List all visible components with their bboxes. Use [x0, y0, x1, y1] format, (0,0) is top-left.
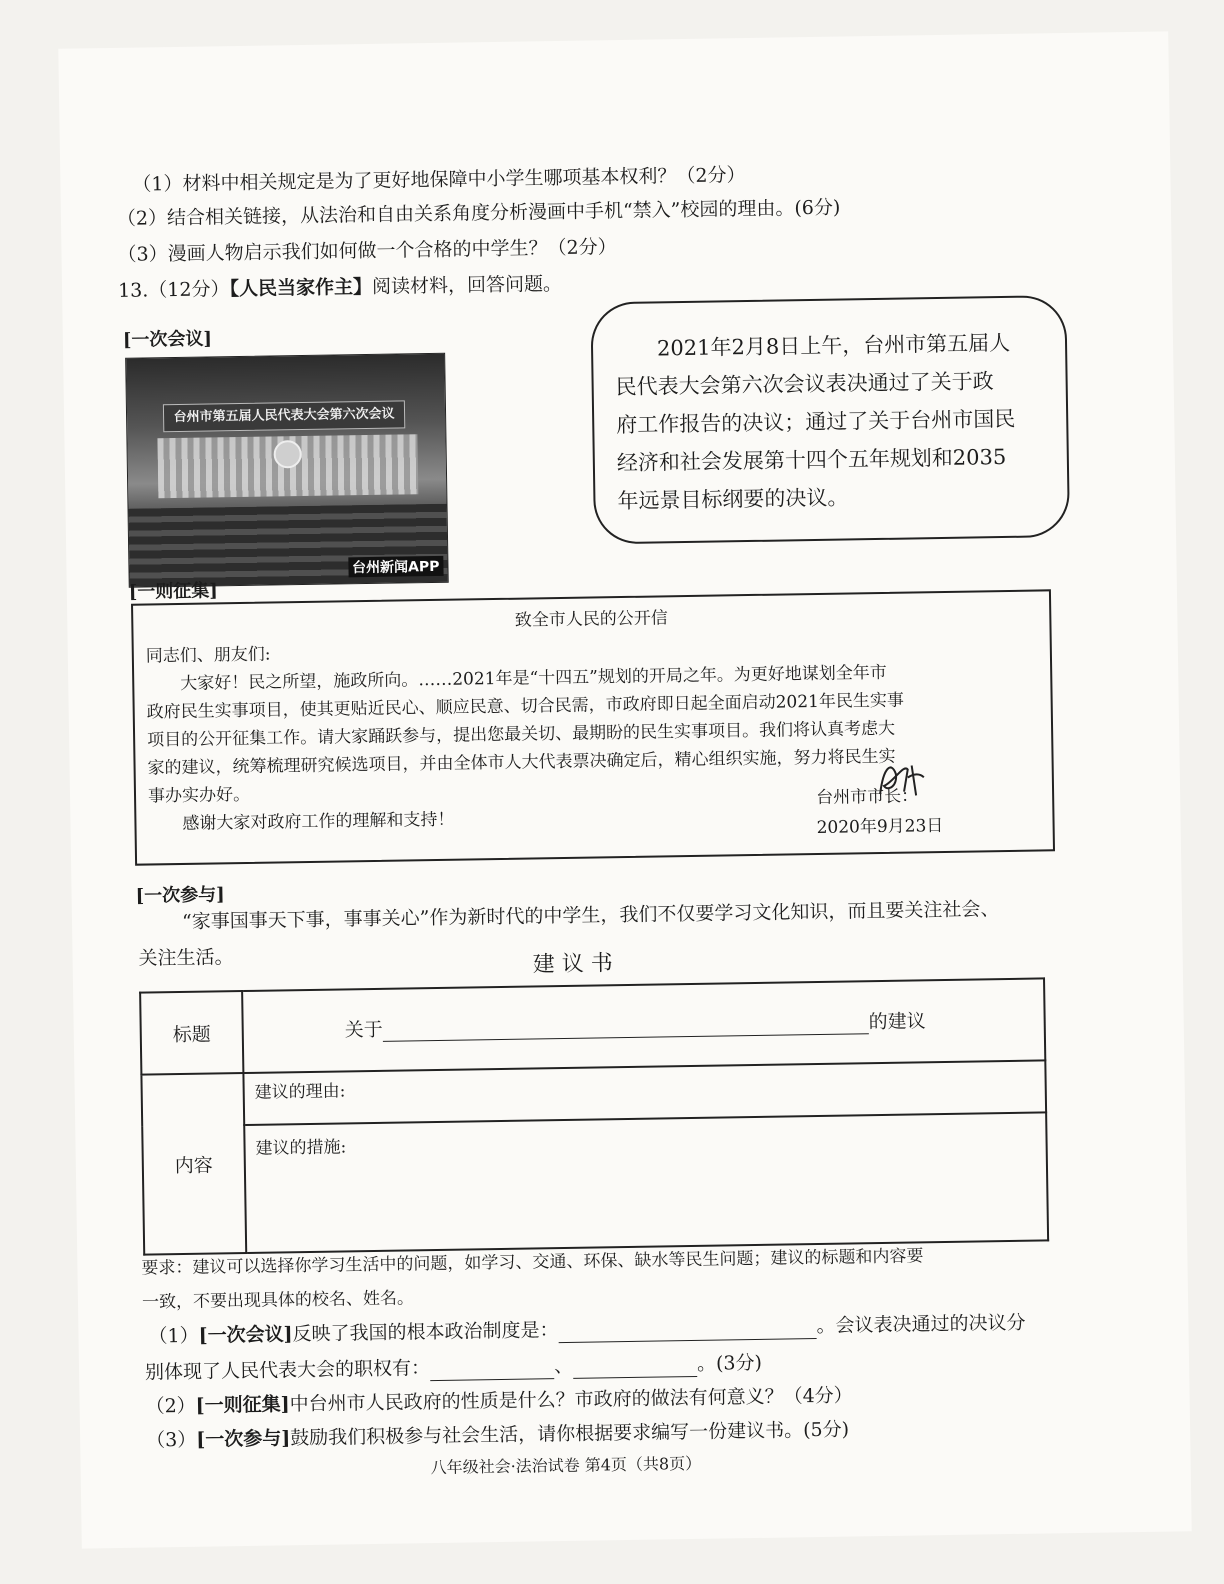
reason-label: 建议的理由:: [254, 1081, 346, 1103]
sq1-blank-power-1[interactable]: [430, 1358, 554, 1381]
exam-page: [58, 31, 1191, 1548]
photo-banner: 台州市第五届人民代表大会第六次会议: [163, 400, 405, 432]
meeting-label: [一次会议]: [122, 328, 213, 351]
letter-thanks: 感谢大家对政府工作的理解和支持！: [182, 809, 455, 834]
sq2-tag: [一则征集]: [195, 1393, 290, 1417]
sq1-tag: [一次会议]: [198, 1323, 293, 1347]
bubble-line: 民代表大会第六次会议表决通过了关于政: [615, 369, 994, 400]
title-cell: [242, 978, 1045, 1073]
title-blank[interactable]: [383, 1013, 869, 1042]
page-footer: 八年级社会·法治试卷 第4页（共8页）: [430, 1453, 702, 1478]
letter-line: 事办实办好。: [147, 784, 251, 807]
solicit-label: [一则征集]: [128, 580, 219, 603]
sq2-text: 中台州市人民政府的性质是什么？市政府的做法有何意义？（4分）: [289, 1384, 853, 1416]
signature-mark: [873, 755, 928, 802]
row-title-label: 标题: [140, 991, 243, 1075]
meeting-speech-bubble: [590, 295, 1070, 544]
bubble-line: 年远景目标纲要的决议。: [617, 485, 849, 514]
participate-label: [一次参与]: [135, 884, 225, 907]
sq3-prefix: （3）: [145, 1428, 197, 1452]
sq1-blank-power-2[interactable]: [573, 1356, 697, 1379]
measure-label: 建议的措施:: [255, 1137, 347, 1159]
letter-salutation: 同志们、朋友们:: [145, 644, 271, 667]
meeting-photo: [125, 353, 449, 588]
sq3-tag: [一次参与]: [196, 1427, 291, 1451]
sq1-blank-system[interactable]: [558, 1318, 816, 1343]
title-suffix: 的建议: [868, 1010, 926, 1034]
sq1-tail: 。会议表决通过的决议分: [816, 1311, 1026, 1338]
participate-intro-line1: “家事国事天下事，事事关心”作为新时代的中学生，我们不仅要学习文化知识，而且要关注社会、: [181, 898, 1000, 933]
suggestion-table: [139, 977, 1049, 1255]
sq3-text: 鼓励我们积极参与社会生活，请你根据要求编写一份建议书。(5分): [290, 1418, 850, 1450]
sq1-prefix: （1）: [148, 1324, 199, 1348]
open-letter-box: [131, 589, 1055, 865]
sq1-points: 。(3分): [696, 1351, 763, 1375]
letter-line: 政府民生实事项目，使其更贴近民心、顺应民意、切合民需，市政府即日起全面启动2021年民生实事: [146, 690, 905, 723]
question-13-number: 13.（12分）: [117, 278, 230, 302]
question-13-theme: 【人民当家作主】: [229, 275, 373, 301]
sub-question-3: [146, 1417, 849, 1454]
sub-question-1-line2: [145, 1350, 762, 1386]
suggestion-measure-row: [142, 1112, 1048, 1254]
sq1-line2-prefix: 别体现了人民代表大会的职权有：: [144, 1357, 431, 1384]
open-letter-title: 致全市人民的公开信: [514, 608, 668, 631]
title-prefix: 关于: [344, 1018, 383, 1042]
letter-date: 2020年9月23日: [816, 816, 944, 838]
suggestion-title-row: [140, 978, 1045, 1074]
sq2-prefix: （2）: [145, 1394, 196, 1418]
bubble-line: 2021年2月8日上午，台州市第五届人: [656, 330, 1011, 361]
sub-question-2: [145, 1382, 852, 1419]
requirement-line1: 要求：建议可以选择你学习生活中的问题，如学习、交通、环保、缺水等民生问题；建议的标题和内容要: [141, 1246, 924, 1279]
requirement-line2: 一致，不要出现具体的校名、姓名。: [141, 1288, 415, 1313]
sq1-text: 反映了我国的根本政治制度是：: [292, 1319, 559, 1346]
question-12-1: （1）材料中相关规定是为了更好地保障中小学生哪项基本权利？（2分）: [132, 164, 746, 196]
letter-signer: 台州市市长：: [815, 786, 919, 808]
suggestion-table-title: 建 议 书: [532, 951, 613, 978]
participate-intro-line2: 关注生活。: [138, 946, 234, 970]
photo-watermark: 台州新闻APP: [348, 556, 444, 577]
question-12-2: （2）结合相关链接，从法治和自由关系角度分析漫画中手机“禁入”校园的理由。(6分): [116, 196, 841, 230]
bubble-line: 府工作报告的决议；通过了关于台州市国民: [616, 406, 1016, 438]
sub-question-1: [148, 1310, 1025, 1350]
bubble-line: 经济和社会发展第十四个五年规划和2035: [616, 444, 1007, 476]
measure-cell[interactable]: [244, 1112, 1048, 1253]
letter-line: 家的建议，统筹梳理研究候选项目，并由全体市人大代表票决确定后，精心组织实施，努力将民生实: [147, 746, 896, 779]
question-13-instruction: 阅读材料，回答问题。: [371, 272, 563, 298]
question-12-3: （3）漫画人物启示我们如何做一个合格的中学生？（2分）: [117, 236, 617, 266]
row-content-label: 内容: [141, 1073, 246, 1255]
question-13-header: [118, 271, 562, 304]
letter-line: 大家好！民之所望，施政所向。……2021年是“十四五”规划的开局之年。为更好地谋划全年市: [180, 662, 888, 694]
letter-line: 项目的公开征集工作。请大家踊跃参与，提出您最关切、最期盼的民生实事项目。我们将认真考虑大: [147, 718, 896, 751]
sq1-separator: 、: [553, 1354, 574, 1378]
